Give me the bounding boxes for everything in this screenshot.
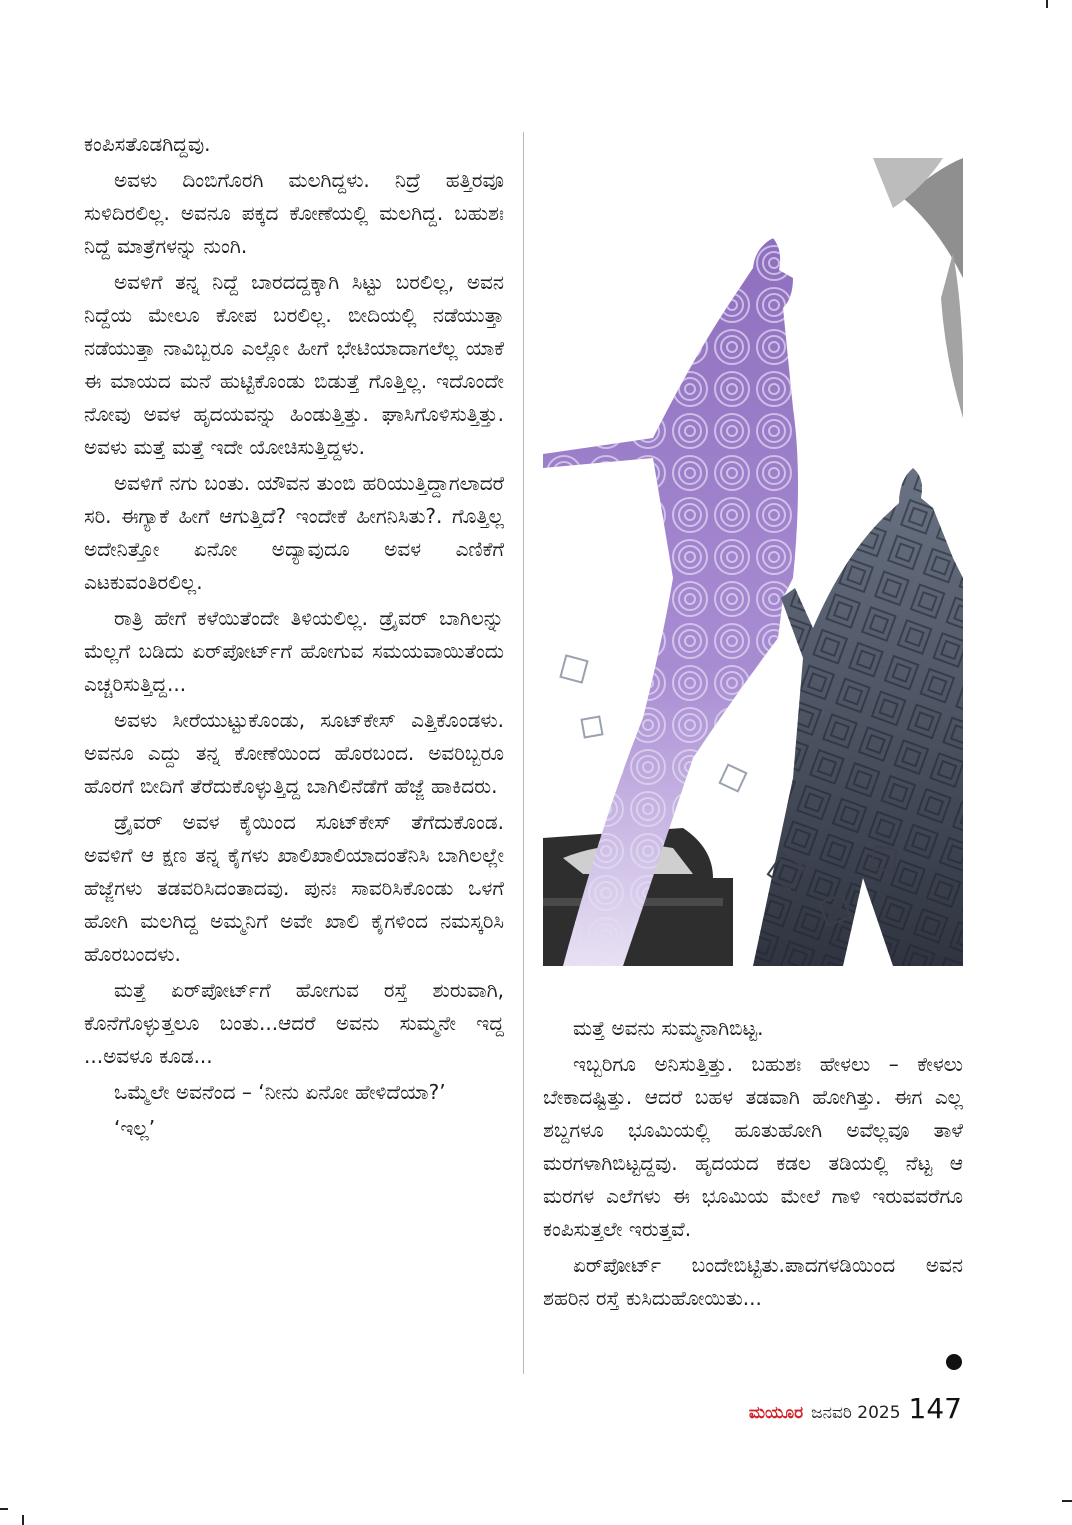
paragraph: ಡ್ರೈವರ್ ಅವಳ ಕೈಯಿಂದ ಸೂಟ್‌ಕೇಸ್ ತೆಗೆದುಕೊಂಡ. ಅವಳಿಗೆ ಆ ಕ್ಷಣ ತನ್ನ ಕೈಗಳು ಖಾಲಿಖಾಲಿಯಾದಂತೆನಿಸಿ ಬಾಗಿಲಲ್ಲೇ ಹೆಜ್ಜೆಗಳು ತಡವರಿಸಿದಂತಾದವು. ಪುನಃ ಸಾವರಿಸಿಕೊಂಡು ಒಳಗೆ ಹೋಗಿ ಮಲಗಿದ್ದ ಅಮ್ಮನಿಗೆ ಅವೇ ಖಾಲಿ ಕೈಗಳಿಂದ ನಮಸ್ಕರಿಸಿ ಹೊರಬಂದಳು.	[84, 810, 504, 966]
paragraph: ಇಬ್ಬರಿಗೂ ಅನಿಸುತ್ತಿತ್ತು. ಬಹುಶಃ ಹೇಳಲು – ಕೇಳಲು ಬೇಕಾದಷ್ಟಿತ್ತು. ಆದರೆ ಬಹಳ ತಡವಾಗಿ ಹೋಗಿತ್ತು. ಈಗ ಎಲ್ಲ ಶಬ್ದಗಳೂ ಭೂಮಿಯಲ್ಲಿ ಹೂತುಹೋಗಿ ಅವೆಲ್ಲವೂ ತಾಳೆ ಮರಗಳಾಗಿಬಿಟ್ಟದ್ದವು. ಹೃದಯದ ಕಡಲ ತಡಿಯಲ್ಲಿ ನೆಟ್ಟ ಆ ಮರಗಳ ಎಲೆಗಳು ಈ ಭೂಮಿಯ ಮೇಲೆ ಗಾಳಿ ಇರುವವರೆಗೂ ಕಂಪಿಸುತ್ತಲೇ ಇರುತ್ತವೆ.	[543, 1052, 963, 1241]
column-divider	[523, 132, 524, 1374]
paragraph: ಏರ್‌ಪೋರ್ಟ್ ಬಂದೇಬಿಟ್ಟಿತು.ಪಾದಗಳಡಿಯಿಂದ ಅವನ ಶಹರಿನ ರಸ್ತೆ ಕುಸಿದುಹೋಯಿತು...	[543, 1253, 963, 1310]
paragraph: ಕಂಪಿಸತೊಡಗಿದ್ದವು.	[84, 132, 211, 156]
paragraph: ಮತ್ತೆ ಏರ್‌ಪೋರ್ಟ್‌ಗೆ ಹೋಗುವ ರಸ್ತೆ ಶುರುವಾಗಿ, ಕೊನೆಗೊಳ್ಳುತ್ತಲೂ ಬಂತು...ಆದರೆ ಅವನು ಸುಮ್ಮನೇ ಇದ್ದ ...ಅವಳೂ ಕೂಡ...	[84, 978, 504, 1068]
paragraph: ರಾತ್ರಿ ಹೇಗೆ ಕಳೆಯಿತೆಂದೇ ತಿಳಿಯಲಿಲ್ಲ. ಡ್ರೈವರ್ ಬಾಗಿಲನ್ನು ಮೆಲ್ಲಗೆ ಬಡಿದು ಏರ್‌ಪೋರ್ಟ್‌ಗೆ ಹೋಗುವ ಸಮಯವಾಯಿತೆಂದು ಎಚ್ಚರಿಸುತ್ತಿದ್ದ...	[84, 606, 504, 696]
paragraph: ಅವಳಿಗೆ ನಗು ಬಂತು. ಯೌವನ ತುಂಬಿ ಹರಿಯುತ್ತಿದ್ದಾಗಲಾದರೆ ಸರಿ. ಈಗ್ಯಾಕೆ ಹೀಗೆ ಆಗುತ್ತಿದೆ? ಇಂದೇಕೆ ಹೀಗನಿಸಿತು?. ಗೊತ್ತಿಲ್ಲ ಅದೇನಿತ್ತೋ ಏನೋ ಅದ್ಯಾವುದೂ ಅವಳ ಎಣಿಕೆಗೆ ಎಟಕುವಂತಿರಲಿಲ್ಲ.	[84, 471, 504, 594]
right-text-column	[543, 1012, 963, 1318]
paragraph: ಅವಳು ಸೀರೆಯುಟ್ಟುಕೊಂಡು, ಸೂಟ್‌ಕೇಸ್ ಎತ್ತಿಕೊಂಡಳು. ಅವನೂ ಎದ್ದು ತನ್ನ ಕೋಣೆಯಿಂದ ಹೊರಬಂದ. ಅವರಿಬ್ಬರೂ ಹೊರಗೆ ಬೀದಿಗೆ ತೆರೆದುಕೊಳ್ಳುತ್ತಿದ್ದ ಬಾಗಿಲಿನೆಡೆಗೆ ಹೆಜ್ಜೆ ಹಾಕಿದರು.	[84, 708, 504, 798]
page-number: 147	[908, 1392, 962, 1425]
left-text-column	[84, 128, 504, 1148]
crop-mark-left	[0, 1508, 8, 1510]
crop-mark-bottom-left	[22, 1515, 24, 1525]
page-footer	[749, 1392, 962, 1428]
magazine-name: ಮಯೂರ	[748, 1403, 804, 1423]
palm-leaf-shape	[873, 158, 963, 418]
end-of-story-bullet	[946, 1354, 962, 1370]
paragraph: ಅವಳಿಗೆ ತನ್ನ ನಿದ್ದೆ ಬಾರದದ್ದಕ್ಕಾಗಿ ಸಿಟ್ಟು ಬರಲಿಲ್ಲ, ಅವನ ನಿದ್ದೆಯ ಮೇಲೂ ಕೋಪ ಬರಲಿಲ್ಲ. ಬೀದಿಯಲ್ಲಿ ನಡೆಯುತ್ತಾ ನಡೆಯುತ್ತಾ ನಾವಿಬ್ಬರೂ ಎಲ್ಲೋ ಹೀಗೆ ಭೇಟಿಯಾದಾಗಲೆಲ್ಲ ಯಾಕೆ ಈ ಮಾಯದ ಮನೆ ಹುಟ್ಟಿಕೊಂಡು ಬಿಡುತ್ತೆ ಗೊತ್ತಿಲ್ಲ. ಇದೊಂದೇ ನೋವು ಅವಳ ಹೃದಯವನ್ನು ಹಿಂಡುತ್ತಿತ್ತು. ಘಾಸಿಗೊಳಿಸುತ್ತಿತ್ತು. ಅವಳು ಮತ್ತೆ ಮತ್ತೆ ಇದೇ ಯೋಚಿಸುತ್ತಿದ್ದಳು.	[84, 270, 504, 459]
crop-mark-bottom-right	[1062, 1500, 1072, 1502]
paragraph: ಮತ್ತೆ ಅವನು ಸುಮ್ಮನಾಗಿಬಿಟ್ಟ.	[573, 1016, 764, 1040]
paragraph: ‘ಇಲ್ಲ’	[114, 1116, 156, 1140]
issue-date: ಜನವರಿ 2025	[811, 1403, 901, 1423]
story-illustration	[543, 158, 963, 966]
crop-mark-top-right	[1046, 0, 1048, 8]
paragraph: ಅವಳು ದಿಂಬಿಗೊರಗಿ ಮಲಗಿದ್ದಳು. ನಿದ್ರೆ ಹತ್ತಿರವೂ ಸುಳಿದಿರಲಿಲ್ಲ. ಅವನೂ ಪಕ್ಕದ ಕೋಣೆಯಲ್ಲಿ ಮಲಗಿದ್ದ. ಬಹುಶಃ ನಿದ್ದೆ ಮಾತ್ರೆಗಳನ್ನು ನುಂಗಿ.	[84, 168, 504, 258]
paragraph: ಒಮ್ಮೆಲೇ ಅವನೆಂದ – ‘ನೀನು ಏನೋ ಹೇಳಿದೆಯಾ?’	[114, 1080, 446, 1104]
